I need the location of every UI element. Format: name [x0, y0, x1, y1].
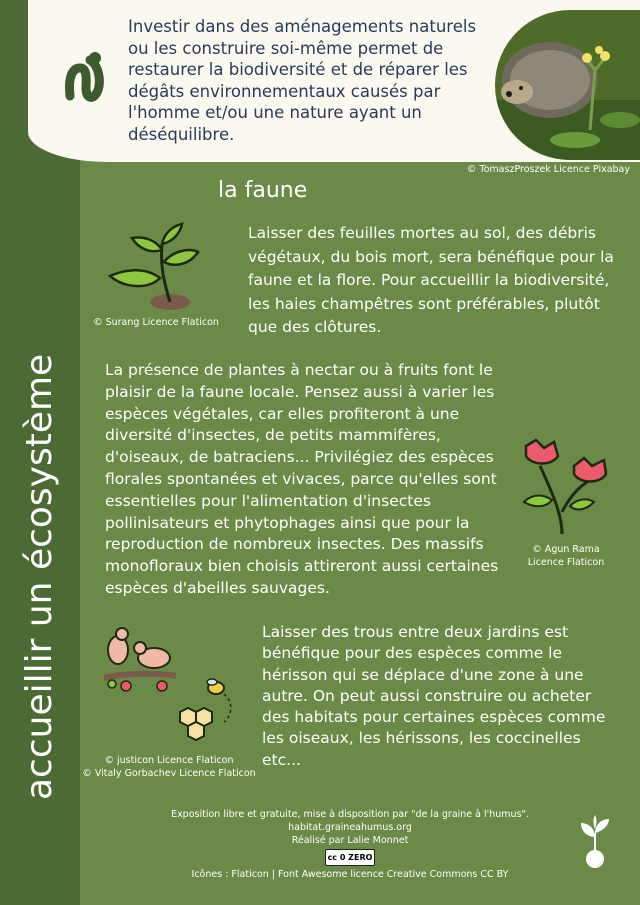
- photo-credit: © TomaszProszek Licence Pixabay: [466, 164, 630, 175]
- footer-website-link[interactable]: habitat.graineahumus.org: [288, 822, 412, 833]
- section-title: la faune: [218, 178, 308, 203]
- birds-credit: © justicon Licence Flaticon: [104, 755, 234, 766]
- flower-credit-1: © Agun Rama: [532, 544, 600, 555]
- footer: [140, 808, 560, 881]
- beehive-icon: [168, 676, 238, 746]
- hedgehog-photo: [495, 10, 640, 160]
- intro-text: Investir dans des aménagements naturels ou les construire soi-même permet de restaurer la biodiversité et de réparer les dégâts environnementaux causés par l'homme et/ou une nature ayant un déséquilibre.: [128, 17, 477, 144]
- paragraph-plants: La présence de plantes à nectar ou à fruits font le plaisir de la faune locale. Pensez aussi à varier les espèces végétales, car elles profiteront à une diversité d'insectes, de petits mammifères, d'oiseaux, de batraciens... Privilégiez des espèces florales spontanées et vivaces, parce qu'elles sont essentielles pour l'alimentation d'insectes pollinisateurs et phytophages ainsi que pour la reproduction de nombreux insectes. Des massifs monofloraux bien choisis attireront aussi certaines espèces d'abeilles sauvages.: [105, 361, 499, 597]
- sprout-logo-icon: [575, 815, 615, 870]
- footer-icons-license: Icônes : Flaticon | Font Awesome licence Creative Commons CC BY: [191, 869, 509, 880]
- cc-zero-badge: cc 0 ZERO: [325, 849, 375, 866]
- footer-exhibition: Exposition libre et gratuite, mise à disposition par "de la graine à l'humus".: [171, 809, 529, 820]
- flower-credit-2: Licence Flaticon: [527, 557, 605, 568]
- footer-author: Réalisé par Lalie Monnet: [291, 835, 409, 846]
- beehive-credit: © Vitaly Gorbachev Licence Flaticon: [82, 768, 256, 779]
- paragraph-holes: Laisser des trous entre deux jardins est bénéfique pour des espèces comme le hérisson qui se déplace d'une zone à une autre. On peut aussi construire ou acheter des habitats pour certaines espèces comme les oiseaux, les hérissons, les coccinelles etc...: [262, 623, 606, 769]
- paragraph-leaves: Laisser des feuilles mortes au sol, des débris végétaux, du bois mort, sera bénéfique pour la faune et la flore. Pour accueillir la biodiversité, les haies champêtres sont préférables, plutôt que des clôtures.: [248, 224, 614, 336]
- logo-icon: [62, 48, 112, 108]
- plant-icon: [104, 216, 200, 312]
- vertical-title: accueillir un écosystème: [19, 353, 60, 800]
- plant-credit: © Surang Licence Flaticon: [93, 317, 219, 328]
- flower-icon: [518, 436, 614, 536]
